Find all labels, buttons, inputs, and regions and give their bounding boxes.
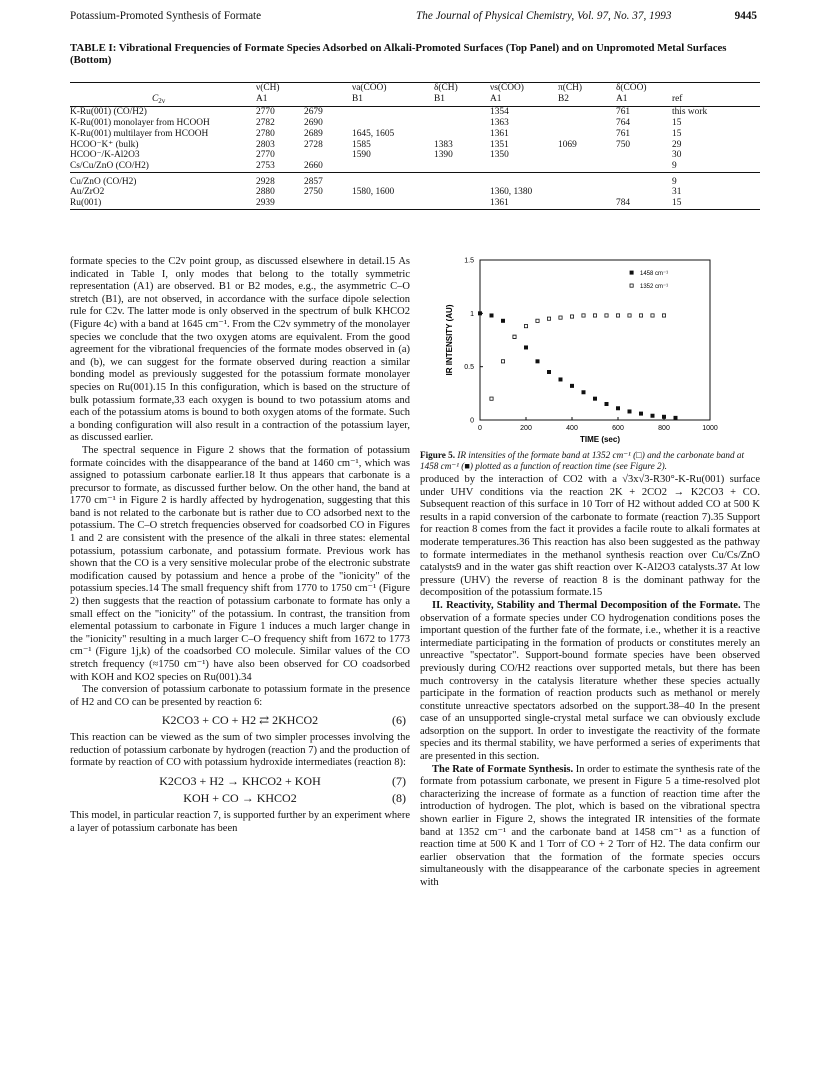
table-cell (304, 198, 352, 209)
axis-ticks (464, 258, 718, 433)
row-label: K-Ru(001) multilayer from HCOOH (70, 128, 209, 139)
carbonate-point (536, 360, 539, 363)
table-cell: 9 (672, 161, 760, 172)
paragraph: The spectral sequence in Figure 2 shows that the formation of potassium formate coincides with the disappearance of the band at 1460 cm⁻¹, which was assigned to potassium carbonate earlier.18 It thus appears that carbonate is a precursor to formate, as discussed further below. On the other hand, the band at 1770 cm⁻¹ in Figure 2 is hardly affected by hydrogenation, suggesting that this band is not related to the carbonate but is rather due to CO adsorbed next to the potassium. The C–O stretch frequencies observed for coadsorbed CO in Figures 1 and 2 are consistent with the presence of the alkali in three states: elemental potassium, potassium carbonate, and potassium formate. Previous work has shown that the CO is a very sensitive molecular probe of the electronic substrate modification caused by potassium and hence a probe of the "ionicity" of the potassium species.14 The small frequency shift from 1770 to 1750 cm⁻¹ (Figure 2) then suggests that the reaction of potassium carbonate to formate has only a small effect on the "ionicity" of the potassium. In contrast, the transition from elemental potassium to carbonate in Figure 1 induces a much larger change in the "ionicity" resulting in a much larger C–O frequency shift from 1672 to 1773 cm⁻¹ (Figure 1j,k) of the coadsorbed CO molecule. Similar values of the CO stretch frequency (≈1750 cm⁻¹) have also been observed for CO coadsorbed with KOH and KO2 species on Ru(001).34 (70, 444, 410, 683)
table-cell: 1069 (558, 139, 577, 150)
table-row (70, 140, 760, 151)
table-cell (616, 172, 672, 187)
table-row (70, 129, 760, 140)
formate-point (536, 319, 539, 322)
table-cell: 2770 (256, 107, 275, 118)
subsection-heading: The Rate of Formate Synthesis. (432, 763, 574, 775)
table-cell: 2803 (256, 139, 275, 150)
table-cell: 2679 (304, 107, 323, 118)
table-cell (616, 187, 672, 198)
equation-text: K2CO3 + H2 → KHCO2 + KOH (159, 773, 321, 788)
y-tick-label: 1.5 (464, 257, 474, 265)
table-cell: 1580, 1600 (352, 187, 395, 198)
header-mode: νs(COO) (490, 83, 558, 94)
table-cell (352, 118, 434, 129)
row-label: HCOO⁻K⁺ (bulk) (70, 139, 139, 150)
table-cell: 764 (616, 118, 631, 129)
equation-number: (7) (392, 773, 406, 788)
header-mode: δ(CH) (434, 83, 490, 94)
equation-7 (70, 775, 410, 788)
paragraph: formate species to the C2v point group, as discussed elsewhere in detail.15 As indicated in Table I, only modes that belong to the totally symmetric representation (A1) are observed. B1 or B2 modes, e.g., the asymmetric C–O stretch (B1), are not observed, in accordance with the surface dipole selection rule for C2v. The latter mode is only observed in the spectrum of bulk KHCO2 (Figure 4c) with a band at 1645 cm⁻¹. From the C2v symmetry of the monolayer species we conclude that the two oxygen atoms are equivalent. From the good agreement for the vibrational frequencies of the formate modes observed in (a) and (b), we can suggest for the formate observed during reaction a similar bonding model as previously suggested for the potassium formate monolayer species on Ru(001).15 In this configuration, which is based on the structure of bulk potassium formate,33 each oxygen is bound to two potassium atoms and each of the potassium atoms is bound to both oxygen atoms of the formate. Such a bonding configuration will also result in a contraction of the potassium layer, as discussed earlier. (70, 256, 410, 444)
header-symmetry: ref (672, 94, 760, 107)
table-cell (352, 107, 434, 118)
formate-point (593, 314, 596, 317)
row-label: Ru(001) (70, 198, 256, 209)
row-label: HCOO⁻/K-Al2O3 (70, 150, 140, 161)
header-symmetry: B2 (558, 94, 616, 107)
table-cell: 15 (672, 118, 682, 129)
formate-point (490, 397, 493, 400)
header-symmetry: A1 (616, 94, 672, 107)
table-cell: 2753 (256, 161, 304, 172)
table-cell: 1590 (352, 150, 371, 161)
formate-point (582, 314, 585, 317)
figure-caption (420, 450, 760, 472)
table-cell (558, 198, 616, 209)
formate-point (501, 360, 504, 363)
carbonate-point (501, 319, 504, 322)
table-cell: 31 (672, 187, 682, 198)
table-cell: 2782 (256, 118, 275, 129)
table-cell: 1351 (490, 139, 509, 150)
header-symmetry: B1 (434, 94, 490, 107)
table-cell (434, 172, 490, 187)
y-tick-label: 1 (470, 310, 474, 318)
paragraph: The conversion of potassium carbonate to potassium formate in the presence of H2 and CO can be presented by reaction 6: (70, 684, 410, 708)
table-cell: 750 (616, 139, 631, 150)
table-cell: 1350 (490, 150, 509, 161)
table-cell (304, 150, 352, 161)
carbonate-point (628, 410, 631, 413)
table-title: TABLE I: Vibrational Frequencies of Formate Species Adsorbed on Alkali-Promoted Surfaces (Top Panel) and on Unpromoted Metal Surfaces (Bottom) (70, 42, 727, 67)
x-tick-label: 1000 (702, 425, 718, 432)
table-row (70, 150, 760, 161)
table-cell (352, 198, 434, 209)
formate-point (616, 314, 619, 317)
header-symmetry (304, 94, 352, 107)
table-cell (558, 161, 616, 172)
table-cell: 2928 (256, 176, 275, 187)
formate-point (524, 325, 527, 328)
table-cell (434, 161, 490, 172)
table-cell: 2939 (256, 198, 304, 209)
carbonate-point (570, 384, 573, 387)
table-cell: 1360, 1380 (490, 187, 533, 198)
table-cell: 1363 (490, 118, 509, 129)
table-cell (490, 172, 558, 187)
table-row (70, 118, 760, 129)
carbonate-point (651, 414, 654, 417)
table-cell (434, 118, 490, 129)
caption-text: IR intensities of the formate band at 1352 cm⁻¹ (□) and the carbonate band at 1458 cm⁻¹ (■) plotted as a function of reaction time (see Figure 2). (420, 450, 745, 471)
table-cell (490, 161, 558, 172)
row-label: K-Ru(001) monolayer from HCOOH (70, 118, 210, 129)
equation-6 (70, 714, 410, 727)
carbonate-point (616, 407, 619, 410)
table-cell: 2660 (304, 161, 352, 172)
table-row (70, 107, 760, 118)
carbonate-point (582, 391, 585, 394)
table-cell: 2728 (304, 139, 323, 150)
table-cell: 2770 (256, 150, 275, 161)
table-cell (558, 172, 616, 187)
table-cell (434, 198, 490, 209)
table-cell (558, 129, 616, 140)
carbonate-point (490, 314, 493, 317)
vibrational-frequency-table (70, 82, 760, 210)
row-label: K-Ru(001) (CO/H2) (70, 107, 147, 118)
section-heading: II. Reactivity, Stability and Thermal Decomposition of the Formate. (432, 599, 741, 611)
row-label: Cs/Cu/ZnO (CO/H2) (70, 161, 256, 172)
table-row (70, 172, 760, 187)
page-number: 9445 (734, 10, 757, 22)
journal-citation: The Journal of Physical Chemistry, Vol. 97, No. 37, 1993 (416, 10, 672, 22)
header-symmetry: B1 (352, 94, 434, 107)
equation-8 (70, 792, 410, 805)
table-cell (352, 172, 434, 187)
plot-frame (480, 260, 710, 420)
equation-text: KOH + CO → KHCO2 (183, 791, 297, 806)
carbonate-point (547, 370, 550, 373)
carbonate-point (662, 415, 665, 418)
table-cell: 1361 (490, 198, 558, 209)
header-mode: νa(COO) (352, 83, 434, 94)
figure-label: Figure 5. (420, 450, 456, 460)
table-cell: 1390 (434, 150, 453, 161)
y-tick-label: 0 (470, 417, 474, 425)
legend-label: 1352 cm⁻¹ (640, 284, 669, 290)
table-cell: 15 (672, 198, 760, 209)
carbonate-point (524, 346, 527, 349)
row-label: Cu/ZnO (CO/H2) (70, 176, 137, 187)
formate-point (513, 335, 516, 338)
figure-5-scatter-plot (440, 252, 770, 448)
carbonate-point (559, 378, 562, 381)
x-tick-label: 200 (520, 425, 532, 432)
table-corner (70, 83, 256, 94)
table-cell: 29 (672, 139, 682, 150)
table-cell (558, 118, 616, 129)
paragraph: The observation of a formate species under CO hydrogenation conditions poses the important question of the further fate of the formate, i.e., whether it is a reactive intermediate participating in the formation of products or constitutes merely an unreactive "spectator". Support-bound formate species have been observed previously during CO/H2 reactions over supported metals, but there has been much controversy in the catalysis literature whether these species actually participate in the formation of reaction products such as methanol or merely constitute unreactive spectators adsorbed on the support.38–40 In the present case of an unsupported single-crystal metal surface we can obviously exclude adsorption on the support. In order to investigate the reactivity of the formate species and its thermal stability, we have performed a series of experiments that are presented in this section. (420, 599, 760, 763)
x-tick-label: 800 (658, 425, 670, 432)
table-row (70, 187, 760, 198)
equation-text: K2CO3 + CO + H2 ⇄ 2KHCO2 (161, 713, 319, 728)
table-header-modes (70, 83, 760, 94)
table-cell: 761 (616, 107, 631, 118)
row-label: Au/ZrO2 (70, 187, 105, 198)
running-header (70, 10, 757, 26)
carbonate-point (478, 312, 481, 315)
paragraph: This reaction can be viewed as the sum of two simpler processes involving the reduction of potassium carbonate by hydrogen (reaction 7) and the production of formate by reaction of CO with potassium hydroxide intermediates (reaction 8): (70, 731, 410, 769)
table-cell: this work (672, 107, 708, 118)
table-cell (616, 150, 672, 161)
y-tick-label: 0.5 (464, 364, 474, 372)
formate-point (651, 314, 654, 317)
table-cell: 2750 (304, 187, 323, 198)
table-cell: 15 (672, 128, 682, 139)
header-mode: π(CH) (558, 83, 616, 94)
table-cell: 2780 (256, 128, 275, 139)
legend (630, 271, 668, 290)
formate-point (547, 317, 550, 320)
formate-point (628, 314, 631, 317)
table-cell: 1383 (434, 139, 453, 150)
table-cell: 1645, 1605 (352, 128, 395, 139)
carbonate-point (639, 412, 642, 415)
x-axis-label: TIME (sec) (579, 435, 621, 444)
table-cell (352, 161, 434, 172)
data-points (478, 312, 677, 420)
table-cell (434, 107, 490, 118)
legend-marker-open (630, 284, 633, 287)
carbonate-point (674, 416, 677, 419)
table-cell: 2880 (256, 187, 275, 198)
paragraph: produced by the interaction of CO2 with a √3x√3-R30°-K-Ru(001) surface under UHV conditions via the reaction 2K + 2CO2 → K2CO3 + CO. Subsequent reaction of this surface in 10 Torr of H2 without added CO at 500 K results in a rapid conversion of the carbonate to formate (reaction 7).35 Support for reaction 8 comes from the fact it provides a facile route to alkali formates at moderate temperatures.36 This reaction has also been suggested as the pathway to formate intermediates in the methanol synthesis reaction over Cu/Cs/ZnO catalysts9 and in the water gas shift reaction over K-Al2O3 catalysts.37 At low pressure (UHV) the reverse of reaction 8 is the dominant pathway for the decomposition of the potassium formate.15 (420, 474, 760, 599)
formate-point (605, 314, 608, 317)
carbonate-point (593, 397, 596, 400)
table-cell: 30 (672, 150, 682, 161)
table-header-symmetry (70, 94, 760, 107)
equation-number: (8) (392, 791, 406, 806)
x-tick-label: 600 (612, 425, 624, 432)
right-text-column (420, 474, 760, 890)
paragraph: In order to estimate the synthesis rate of the formate from potassium carbonate, we present in Figure 5 a time-resolved plot characterizing the increase of formate as a function of reaction time after the introduction of hydrogen. The plot, which is based on the vibrational spectra shown earlier in Figure 2, shows the integrated IR intensities of the formate band at 1352 cm⁻¹ and the carbonate band at 1458 cm⁻¹ as a function of reaction time at 500 K and 1 Torr of CO + 2 Torr of H2. The data confirm our earlier observation that the formation of the formate species occurs simultaneously with the disappearance of the carbonate species in agreement with (420, 763, 760, 888)
header-mode: ν(CH) (256, 83, 304, 94)
table-bottom-panel (70, 172, 760, 209)
table-cell: 9 (672, 176, 677, 187)
header-symmetry: A1 (256, 94, 304, 107)
formate-point (570, 315, 573, 318)
table-cell: 784 (616, 198, 672, 209)
table-cell (558, 107, 616, 118)
formate-point (639, 314, 642, 317)
table-cell: 2857 (304, 176, 323, 187)
header-mode (304, 83, 352, 94)
header-mode (672, 83, 760, 94)
formate-point (559, 316, 562, 319)
legend-label: 1458 cm⁻¹ (640, 271, 669, 277)
carbonate-point (605, 402, 608, 405)
table-row (70, 198, 760, 209)
table-cell (434, 129, 490, 140)
table-cell: 2690 (304, 118, 323, 129)
header-mode: δ(COO) (616, 83, 672, 94)
table-cell (434, 187, 490, 198)
table-cell (558, 150, 616, 161)
point-group-label: $C_{2v}$ (70, 94, 256, 107)
table-cell (616, 161, 672, 172)
x-tick-label: 0 (478, 425, 482, 432)
paragraph: This model, in particular reaction 7, is supported further by an experiment where a layer of potassium carbonate has been (70, 809, 410, 834)
legend-marker-filled (630, 271, 633, 274)
equation-number: (6) (392, 713, 406, 728)
table-cell: 2689 (304, 128, 323, 139)
header-symmetry: A1 (490, 94, 558, 107)
y-axis-label: IR INTENSITY (AU) (445, 304, 454, 376)
table-top-panel (70, 107, 760, 172)
formate-point (662, 314, 665, 317)
table-cell: 1354 (490, 107, 509, 118)
running-title: Potassium-Promoted Synthesis of Formate (70, 10, 262, 22)
table-cell (558, 187, 616, 198)
table-row (70, 161, 760, 172)
table-cell: 1361 (490, 128, 509, 139)
table-cell: 1585 (352, 139, 371, 150)
x-tick-label: 400 (566, 425, 578, 432)
left-text-column (70, 256, 410, 835)
table-cell: 761 (616, 128, 631, 139)
